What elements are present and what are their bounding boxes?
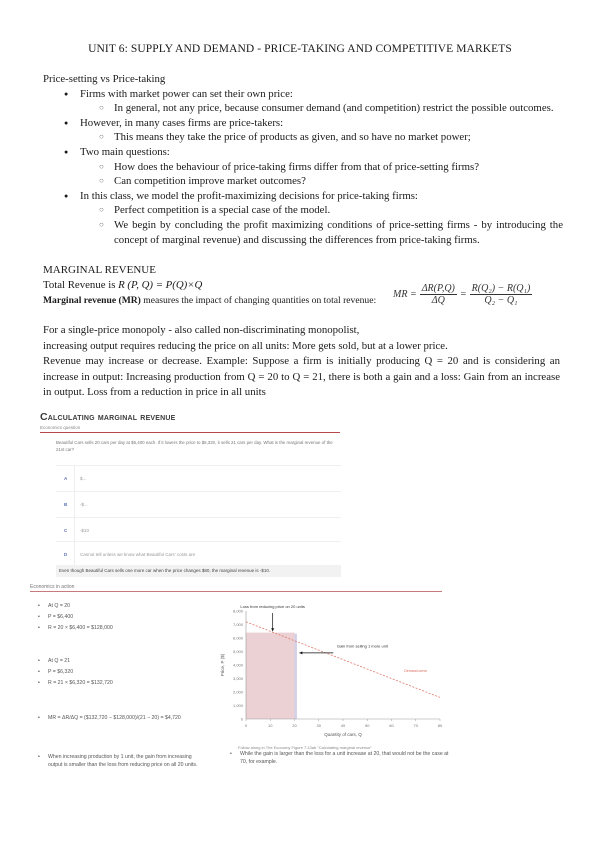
paragraph: For a single-price monopoly - also called non-discriminating monopolist, <box>43 324 360 336</box>
total-revenue-line <box>43 279 202 291</box>
y-tick-label: 7,000 <box>232 622 243 627</box>
option-text: -$10 <box>80 528 90 533</box>
demand-chart <box>218 601 450 753</box>
shaded-region <box>295 634 297 719</box>
calc-item: • P = $6,400 <box>38 612 113 623</box>
embedded-slide <box>30 405 450 815</box>
formula-denominator: Q₂ − Q₁ <box>484 295 518 306</box>
calc-list-mr <box>38 714 213 723</box>
answer-option <box>56 541 341 568</box>
slide-divider <box>40 432 340 433</box>
mr-definition <box>43 295 376 306</box>
mr-term: Marginal revenue (MR) <box>43 295 141 306</box>
sub-bullet-item: ○ Can competition improve market outcomes? <box>43 174 563 189</box>
bullet-item: ● In this class, we model the profit-maximizing decisions for price-taking firms: <box>43 189 563 204</box>
sub-bullet-item: ○ This means they take the price of products as given, and so have no market power; <box>43 130 563 145</box>
slide-note: • While the gain is larger than the loss for a unit increase at 20, that would not be the case at 70, for example. <box>230 750 455 766</box>
option-text: -$... <box>80 502 88 507</box>
y-tick-label: 5,000 <box>232 649 243 654</box>
marginal-revenue-heading: MARGINAL REVENUE <box>43 264 156 276</box>
formula-numerator: R(Q₂) − R(Q₁) <box>471 283 531 294</box>
option-divider <box>74 492 75 518</box>
sub-bullet-item: ○ In general, not any price, because consumer demand (and competition) restrict the possible outcomes. <box>43 101 563 116</box>
x-axis-label: Quantity of cars, Q <box>324 732 362 737</box>
bullet-list <box>43 87 563 248</box>
option-letter: A <box>64 476 68 481</box>
x-tick-label: 10 <box>268 723 273 728</box>
calc-list-q21 <box>38 656 113 689</box>
y-tick-label: 2,000 <box>232 689 243 695</box>
slide-question: Beautiful Cars sells 20 cars per day at $6,400 each. If it lowers the price to $6,320, it sells 21 cars per day. What is the marginal revenue of the 21st car? <box>56 440 333 452</box>
calc-list-q20 <box>38 601 113 634</box>
bullet-item: ● Two main questions: <box>43 145 563 160</box>
annotation-loss: Loss from reducing price on 20 units <box>240 604 305 609</box>
slide-title: Calculating marginal revenue <box>40 411 176 423</box>
calc-item: • MR = ΔR/ΔQ = ($132,720 − $128,000)/(21 − 20) = $4,720 <box>38 714 213 723</box>
option-text: $... <box>80 476 87 481</box>
total-revenue-formula: R (P, Q) = P(Q)×Q <box>118 279 203 291</box>
option-text: Cannot tell unless we know what Beautiful Cars' costs are <box>80 552 196 557</box>
y-tick-label: 8,000 <box>232 608 243 614</box>
option-letter: C <box>64 528 68 533</box>
y-tick-label: 6,000 <box>232 635 243 641</box>
annotation-gain: Gain from selling 1 more unit <box>336 643 388 649</box>
y-tick-label: 3,000 <box>232 676 243 681</box>
sub-bullet-item: ○ Perfect competition is a special case of the model. <box>43 203 563 218</box>
answer-option <box>56 491 341 518</box>
section-price-setting <box>43 72 563 247</box>
annotation-demand: Demand curve <box>404 668 428 673</box>
paragraph: Revenue may increase or decrease. Example: Suppose a firm is initially producing Q = 20 and is considering an increase in output: Increasing production from Q = 20 to Q = 21, there is both a gain and a loss: Gain from an increase in output. Loss from a reduction in price in all units <box>43 355 560 399</box>
option-letter: D <box>64 552 68 557</box>
y-axis-label: Price, P ($) <box>220 653 225 677</box>
x-tick-label: 70 <box>413 723 418 728</box>
calc-list-note <box>38 753 198 769</box>
demand-chart-svg <box>218 601 450 753</box>
x-tick-label: 20 <box>292 723 297 728</box>
y-tick-label: 0 <box>240 716 243 722</box>
formula-fraction-2 <box>470 283 533 306</box>
x-tick-label: 40 <box>340 723 346 728</box>
arrow-head <box>271 628 274 631</box>
section-heading: Price-setting vs Price-taking <box>43 73 166 85</box>
slide-subtitle: Economics question <box>40 425 81 430</box>
bullet-item: ● However, in many cases firms are price-takers: <box>43 116 563 131</box>
formula-lhs: MR = <box>393 289 417 300</box>
calc-item: • R = 21 × $6,320 = $132,720 <box>38 678 113 689</box>
calc-item: • P = $6,320 <box>38 667 113 678</box>
mr-formula <box>393 283 532 306</box>
calc-item: • At Q = 21 <box>38 656 113 667</box>
slide-divider <box>30 591 442 592</box>
sub-bullet-item: ○ How does the behaviour of price-taking firms differ from that of price-setting firms? <box>43 160 563 175</box>
answer-option <box>56 517 341 544</box>
x-tick-label: 50 <box>365 723 370 728</box>
option-letter: B <box>64 502 68 507</box>
calc-item: • At Q = 20 <box>38 601 113 612</box>
formula-fraction-1 <box>420 283 457 306</box>
total-revenue-prefix: Total Revenue is <box>43 279 119 291</box>
x-tick-label: 30 <box>316 723 321 728</box>
sub-bullet-item: ○ We begin by concluding the profit maximizing conditions of price-setting firms - by introducing the concept of marginal revenue) and discussing the differences from price-taking firms. <box>43 218 563 247</box>
shaded-region <box>246 633 295 719</box>
formula-numerator: ΔR(P,Q) <box>421 283 455 294</box>
paragraph: increasing output requires reducing the price on all units: More gets sold, but at a lower price. <box>43 340 448 352</box>
x-tick-label: 80 <box>437 723 443 728</box>
option-divider <box>74 466 75 492</box>
arrow-head <box>299 651 302 654</box>
calc-item: • When increasing production by 1 unit, the gain from increasing output is smaller than the loss from reducing price on all 20 units. <box>38 753 198 769</box>
x-tick-label: 0 <box>244 723 248 728</box>
slide-section-label: Economics in action <box>30 584 75 590</box>
answer-option <box>56 465 341 492</box>
answer-explanation: Even though Beautiful Cars sells one more car when the price changes $80, the marginal revenue is -$10. <box>56 565 341 577</box>
chart-regions <box>246 633 297 719</box>
page-title: UNIT 6: SUPPLY AND DEMAND - PRICE-TAKING AND COMPETITIVE MARKETS <box>88 43 512 55</box>
calc-item: • R = 20 × $6,400 = $128,000 <box>38 623 113 634</box>
formula-equals: = <box>459 289 467 300</box>
x-tick-label: 60 <box>389 723 394 728</box>
y-tick-label: 1,000 <box>232 703 243 708</box>
formula-denominator: ΔQ <box>431 295 445 306</box>
bullet-item: ● Firms with market power can set their own price: <box>43 87 563 102</box>
mr-definition-text: measures the impact of changing quantities on total revenue: <box>140 295 377 306</box>
chart-caption: Follow along in The Economy Figure 7.13ab "Calculating marginal revenue" <box>238 745 372 750</box>
y-tick-label: 4,000 <box>232 662 243 668</box>
